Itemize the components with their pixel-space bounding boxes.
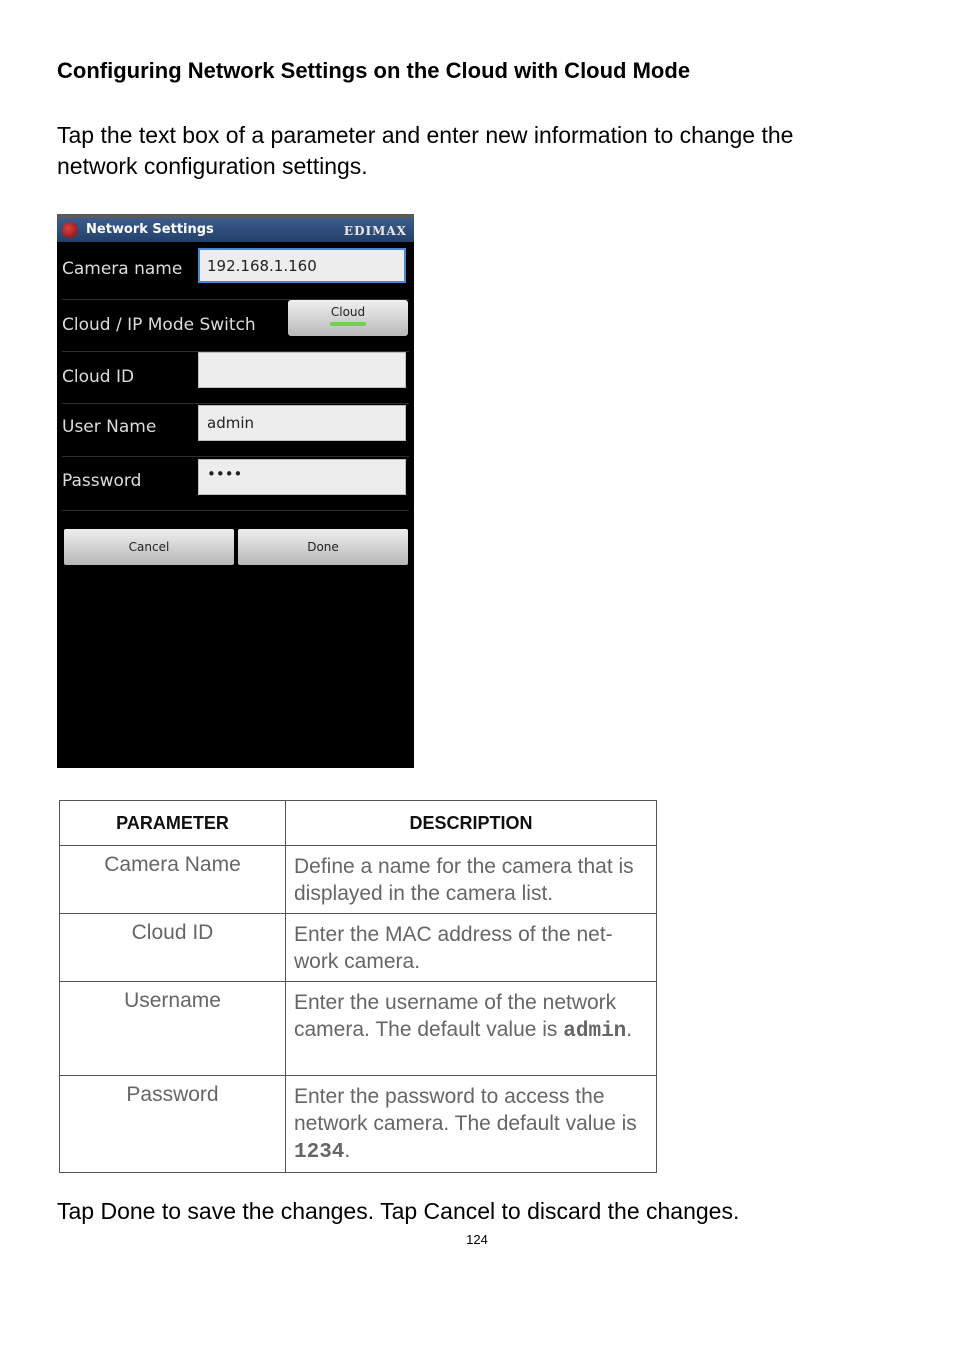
section-heading: Configuring Network Settings on the Cloud with Cloud Mode <box>57 58 691 83</box>
camera-name-row <box>57 248 414 300</box>
table-row <box>60 914 657 982</box>
parameter-cell: Cloud ID <box>60 914 286 982</box>
description-cell: Define a name for the camera that is displayed in the camera list. <box>286 846 657 914</box>
parameter-cell: Password <box>60 1076 286 1173</box>
edimax-logo: EDIMAX <box>343 224 407 238</box>
cancel-button[interactable]: Cancel <box>64 529 234 565</box>
description-text: Enter the password to access the network camera. The default value is <box>294 1085 637 1135</box>
password-input[interactable]: •••• <box>198 459 406 495</box>
description-cell: Enter the MAC address of the net- work camera. <box>286 914 657 982</box>
user-name-row <box>57 405 414 457</box>
table-row <box>60 846 657 914</box>
toggle-on-indicator <box>330 322 366 326</box>
cloud-mode-toggle[interactable] <box>288 300 408 336</box>
description-text: Enter the username of the network camera. The default value is <box>294 991 617 1041</box>
user-name-label: User Name <box>62 417 157 437</box>
cloud-id-row <box>57 352 414 404</box>
description-header: DESCRIPTION <box>286 801 657 846</box>
password-label: Password <box>62 471 142 491</box>
parameter-cell: Username <box>60 982 286 1076</box>
screen-title: Network Settings <box>86 222 214 237</box>
intro-paragraph: Tap the text box of a parameter and enter new information to change the network configuration settings. <box>57 122 794 179</box>
camera-name-label: Camera name <box>62 259 183 279</box>
network-settings-screenshot <box>57 214 414 768</box>
page-number: 124 <box>466 1232 488 1247</box>
row-divider <box>62 510 409 511</box>
toggle-label: Cloud <box>330 305 366 319</box>
title-bar <box>57 218 414 242</box>
parameter-table <box>59 800 657 1173</box>
footer-instruction: Tap Done to save the changes. Tap Cancel to discard the changes. <box>57 1198 740 1224</box>
done-button[interactable]: Done <box>238 529 408 565</box>
description-end: . <box>626 1018 633 1041</box>
parameter-cell: Camera Name <box>60 846 286 914</box>
default-value-code: admin <box>563 1020 627 1043</box>
description-cell <box>286 1076 657 1173</box>
cloud-id-input[interactable] <box>198 352 406 388</box>
description-end: . <box>344 1139 351 1162</box>
user-name-input[interactable]: admin <box>198 405 406 441</box>
default-value-code: 1234 <box>294 1141 345 1164</box>
password-row <box>57 459 414 511</box>
table-row <box>60 982 657 1076</box>
row-divider <box>62 403 409 404</box>
edimax-app-icon <box>62 222 78 238</box>
camera-name-input[interactable]: 192.168.1.160 <box>198 248 406 283</box>
mode-switch-label: Cloud / IP Mode Switch <box>62 315 256 335</box>
parameter-header: PARAMETER <box>60 801 286 846</box>
table-header-row <box>60 801 657 846</box>
cloud-id-label: Cloud ID <box>62 367 135 387</box>
table-row <box>60 1076 657 1173</box>
row-divider <box>62 456 409 457</box>
description-cell <box>286 982 657 1076</box>
